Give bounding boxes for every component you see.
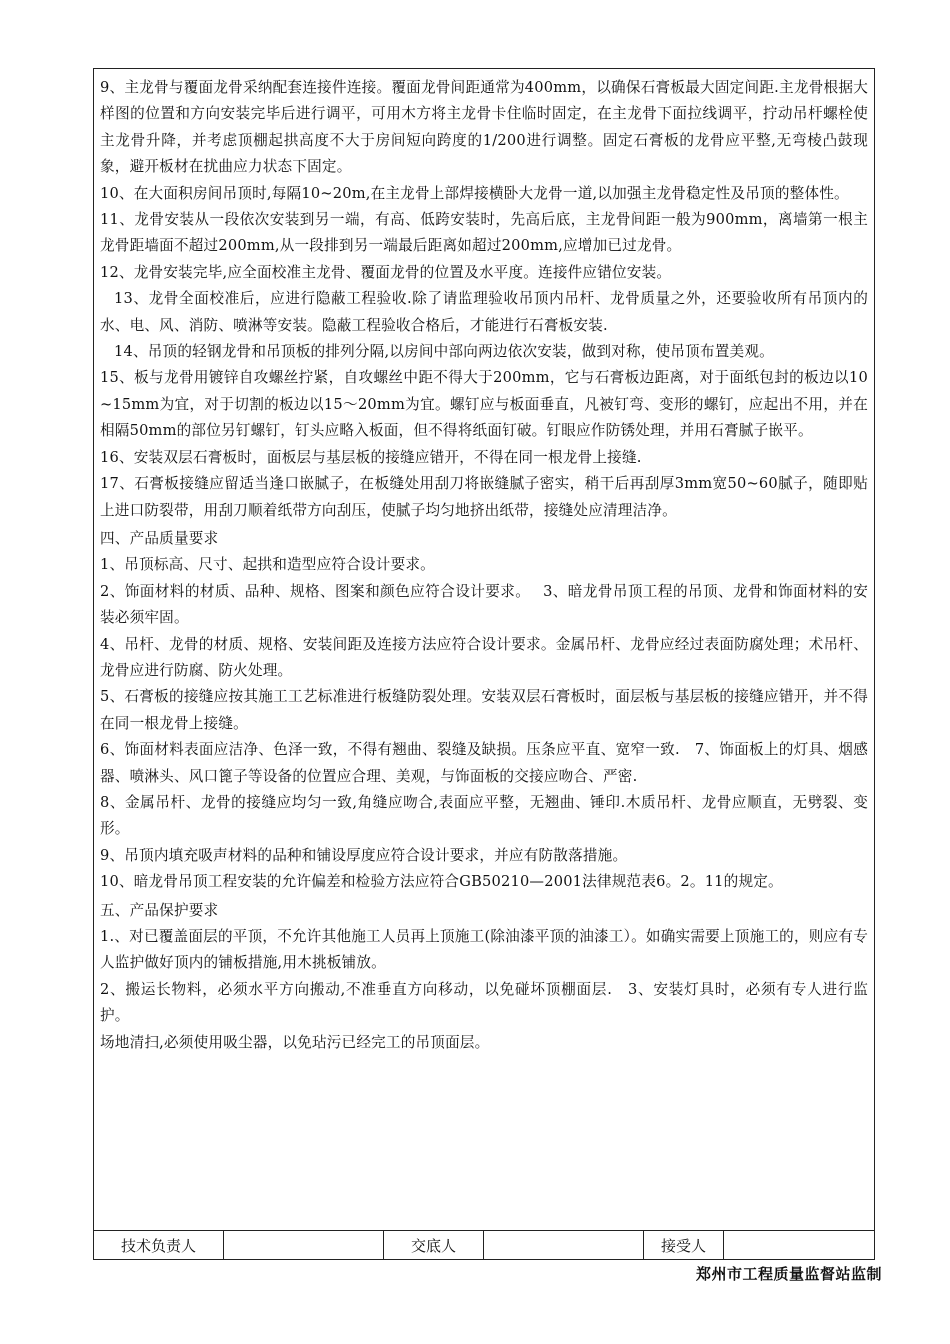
quality-item-6-7: 6、饰面材料表面应洁净、色泽一致，不得有翘曲、裂缝及缺损。压条应平直、宽窄一致. 7、饰面板上的灯具、烟感器、喷淋头、风口篦子等设备的位置应合理、美观，与饰面板的交接应吻合、严密.	[100, 741, 868, 785]
receiver-label: 接受人	[644, 1231, 724, 1259]
protection-item-cleanup: 场地清扫,必须使用吸尘器，以免玷污已经完工的吊顶面层。	[100, 1033, 490, 1051]
paragraph-item-12: 12、龙骨安装完毕,应全面校准主龙骨、覆面龙骨的位置及水平度。连接件应错位安装。	[100, 263, 672, 281]
quality-item-5: 5、石膏板的接缝应按其施工工艺标准进行板缝防裂处理。安装双层石膏板时，面层板与基层板的接缝应错开，并不得在同一根龙骨上接缝。	[100, 688, 868, 732]
protection-item-2-3: 2、搬运长物料，必须水平方向搬动,不准垂直方向移动，以免碰坏顶棚面层. 3、安装灯具时，必须有专人进行监护。	[100, 980, 868, 1025]
signature-row	[94, 1230, 874, 1259]
paragraph-item-15: 15、板与龙骨用镀锌自攻螺丝拧紧，自攻螺丝中距不得大于200mm，它与石膏板边距离，对于面纸包封的板边以10~15mm为宜，对于切割的板边以15～20mm为宜。螺钉应与板面垂直，凡被钉弯、变形的螺钉，应起出不用，并在相隔50mm的部位另钉螺钉，钉头应略入板面，但不得将纸面钉破。钉眼应作防锈处理，并用石膏腻子嵌平。	[100, 369, 868, 440]
paragraph-item-16: 16、安装双层石膏板时，面板层与基层板的接缝应错开，不得在同一根龙骨上接缝.	[100, 448, 642, 466]
quality-item-1: 1、吊顶标高、尺寸、起拱和造型应符合设计要求。	[100, 556, 435, 574]
document-body	[100, 75, 868, 1233]
paragraph-item-17: 17、石膏板接缝应留适当逢口嵌腻子，在板缝处用刮刀将嵌缝腻子密实，稍干后再刮厚3mm宽50~60腻子，随即贴上进口防裂带，用刮刀顺着纸带方向刮压，使腻子均匀地挤出纸带，接缝处应清理洁净。	[100, 475, 868, 519]
handover-label: 交底人	[384, 1231, 484, 1259]
quality-item-8: 8、金属吊杆、龙骨的接缝应均匀一致,角缝应吻合,表面应平整，无翘曲、锤印.木质吊杆、龙骨应顺直，无劈裂、变形。	[100, 793, 868, 838]
tech-lead-field[interactable]	[224, 1231, 384, 1259]
quality-item-10: 10、暗龙骨吊顶工程安装的允许偏差和检验方法应符合GB50210—2001法律规范表6。2。11的规定。	[100, 873, 783, 891]
section-heading-quality: 四、产品质量要求	[100, 529, 219, 547]
section-heading-protection: 五、产品保护要求	[100, 901, 219, 919]
quality-item-2-3: 2、饰面材料的材质、品种、规格、图案和颜色应符合设计要求。 3、暗龙骨吊顶工程的吊顶、龙骨和饰面材料的安装必须牢固。	[100, 582, 868, 627]
paragraph-item-13: 13、龙骨全面校准后，应进行隐蔽工程验收.除了请监理验收吊顶内吊杆、龙骨质量之外，还要验收所有吊顶内的水、电、风、消防、喷淋等安装。隐蔽工程验收合格后，才能进行石膏板安装.	[100, 290, 868, 334]
issuer-footer: 郑州市工程质量监督站监制	[695, 1265, 882, 1283]
tech-lead-label: 技术负责人	[94, 1231, 224, 1259]
paragraph-item-10: 10、在大面积房间吊顶时,每隔10~20m,在主龙骨上部焊接横卧大龙骨一道,以加强主龙骨稳定性及吊顶的整体性。	[100, 184, 849, 202]
paragraph-item-14: 14、吊顶的轻钢龙骨和吊顶板的排列分隔,以房间中部向两边依次安装，做到对称，使吊顶布置美观。	[114, 343, 774, 361]
receiver-field[interactable]	[724, 1231, 874, 1259]
quality-item-9: 9、吊顶内填充吸声材料的品种和铺设厚度应符合设计要求，并应有防散落措施。	[100, 846, 628, 864]
document-frame	[93, 68, 875, 1260]
handover-field[interactable]	[484, 1231, 644, 1259]
paragraph-item-9: 9、主龙骨与覆面龙骨采纳配套连接件连接。覆面龙骨间距通常为400mm，以确保石膏板最大固定间距.主龙骨根据大样图的位置和方向安装完毕后进行调平，可用木方将主龙骨卡住临时固定，在主龙骨下面拉线调平，拧动吊杆螺栓使主龙骨升降，并考虑顶棚起拱高度不大于房间短向跨度的1/200进行调整。固定石膏板的龙骨应平整,无弯棱凸鼓现象，避开板材在扰曲应力状态下固定。	[100, 79, 868, 176]
protection-item-1: 1.、对已覆盖面层的平顶，不允许其他施工人员再上顶施工(除油漆平顶的油漆工）。如确实需要上顶施工的，则应有专人监护做好顶内的铺板措施,用木挑板铺放。	[100, 928, 868, 972]
quality-item-4: 4、吊杆、龙骨的材质、规格、安装间距及连接方法应符合设计要求。金属吊杆、龙骨应经过表面防腐处理；术吊杆、龙骨应进行防腐、防火处理。	[100, 635, 868, 679]
paragraph-item-11: 11、龙骨安装从一段依次安装到另一端，有高、低跨安装时，先高后底，主龙骨间距一般为900mm，离墙第一根主龙骨距墙面不超过200mm,从一段排到另一端最后距离如超过200mm,应增加已过龙骨。	[100, 211, 868, 255]
